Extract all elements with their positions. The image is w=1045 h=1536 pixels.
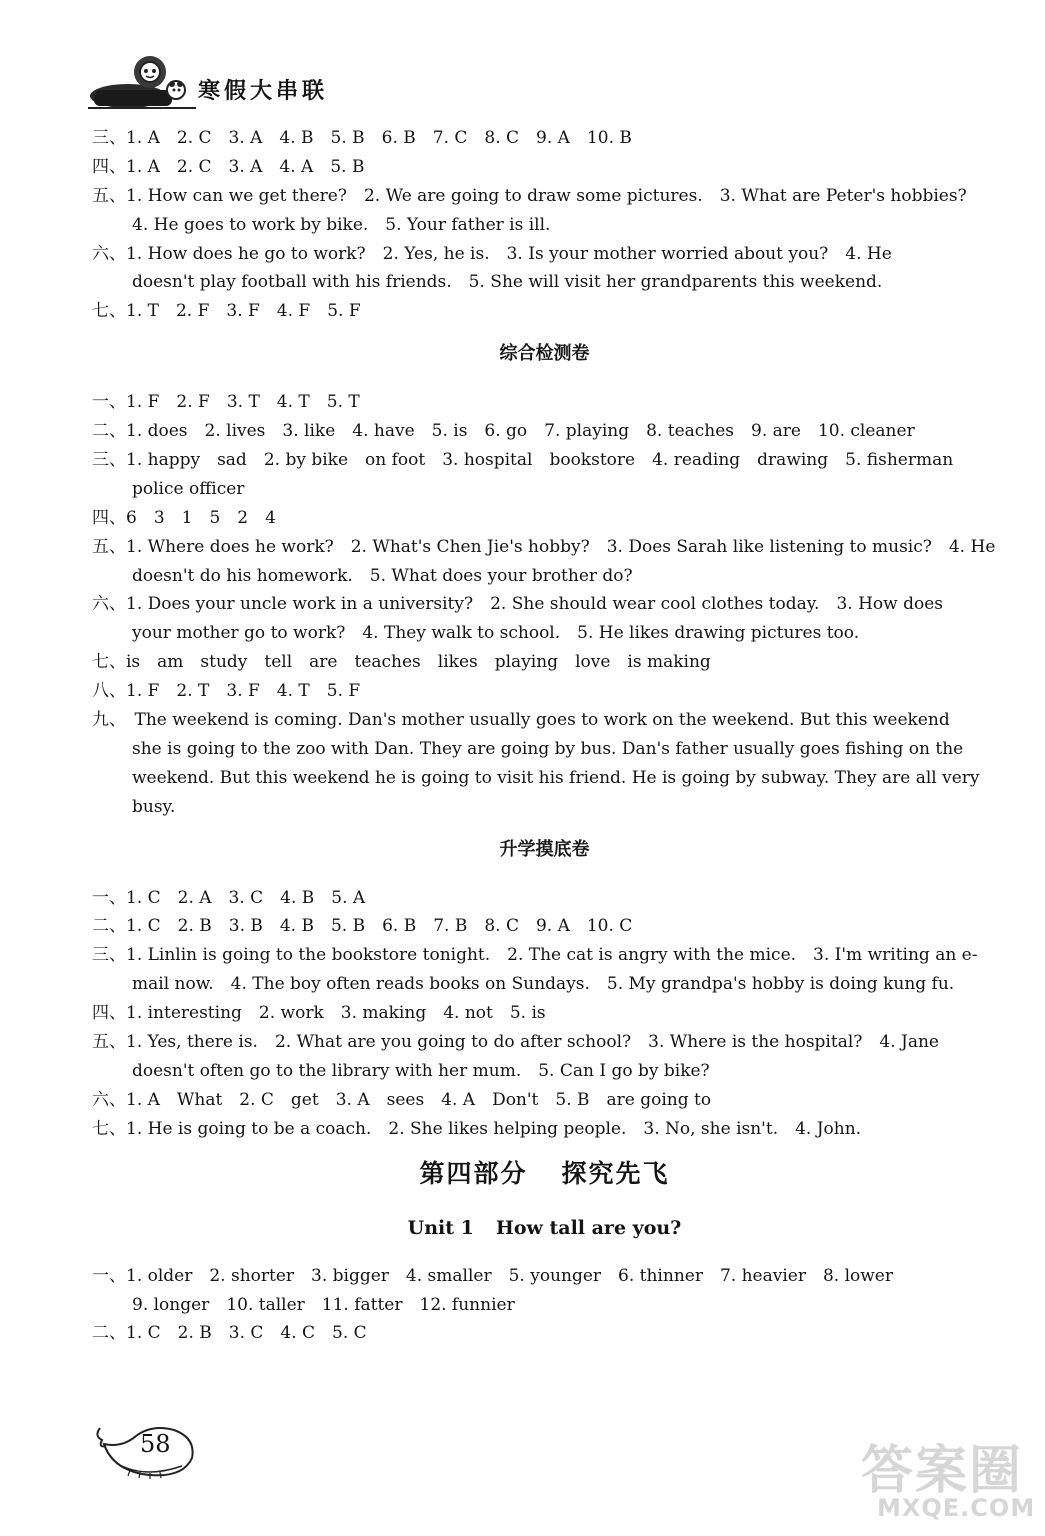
part-title xyxy=(92,1156,997,1192)
answer-line: 八、1. F 2. T 3. F 4. T 5. F xyxy=(92,681,361,702)
answer-line: 4. He goes to work by bike. 5. Your father is ill. xyxy=(132,214,551,235)
unit-label: Unit 1 xyxy=(407,1216,474,1239)
top-answers xyxy=(92,124,997,326)
answer-line: 三、1. A 2. C 3. A 4. B 5. B 6. B 7. C 8. C 9. A 10. B xyxy=(92,128,632,148)
answer-line: 三、1. Linlin is going to the bookstore tonight. 2. The cat is angry with the mice. 3. I'm writing an e- xyxy=(92,945,978,966)
answer-line: 五、1. Yes, there is. 2. What are you going to do after school? 3. Where is the hospital? 4. Jane xyxy=(92,1032,939,1053)
answer-line: 三、1. happy sad 2. by bike on foot 3. hospital bookstore 4. reading drawing 5. fisherman xyxy=(92,450,954,471)
watermark-logo: 答案圈 xyxy=(861,1441,1024,1501)
page-footer xyxy=(92,1418,202,1488)
unit-name: How tall are you? xyxy=(495,1216,682,1239)
answer-line: 五、1. How can we get there? 2. We are going to draw some pictures. 3. What are Peter's hobbies? xyxy=(92,185,967,206)
part-title-right: 探究先飞 xyxy=(561,1158,670,1188)
answer-line: your mother go to work? 4. They walk to school. 5. He likes drawing pictures too. xyxy=(132,623,860,644)
answer-line: 一、1. older 2. shorter 3. bigger 4. smaller 5. younger 6. thinner 7. heavier 8. lower xyxy=(92,1265,893,1286)
answer-line: 六、1. A What 2. C get 3. A sees 4. A Don't 5. B are going to xyxy=(92,1089,712,1110)
answer-line: 四、6 3 1 5 2 4 xyxy=(92,507,276,528)
answer-line: 9. longer 10. taller 11. fatter 12. funnier xyxy=(132,1294,515,1315)
watermark xyxy=(861,1428,1036,1528)
answer-line: she is going to the zoo with Dan. They are going by bus. Dan's father usually goes fishing on the xyxy=(132,738,964,759)
answer-line: 一、1. C 2. A 3. C 4. B 5. A xyxy=(92,887,366,908)
unit-title xyxy=(92,1214,997,1242)
section-entrance xyxy=(92,884,997,1144)
answer-line: 四、1. interesting 2. work 3. making 4. not 5. is xyxy=(92,1003,546,1024)
answer-line: mail now. 4. The boy often reads books on Sundays. 5. My grandpa's hobby is doing kung fu. xyxy=(132,974,955,995)
answer-content xyxy=(92,124,997,1348)
answer-line: 一、1. F 2. F 3. T 4. T 5. T xyxy=(92,392,360,413)
answer-line: 七、is am study tell are teaches likes playing love is making xyxy=(92,652,711,673)
page-header xyxy=(88,50,348,112)
answer-line: 六、1. Does your uncle work in a university? 2. She should wear cool clothes today. 3. How does xyxy=(92,594,944,615)
section-title-entrance: 升学摸底卷 xyxy=(499,838,590,860)
answer-line: doesn't play football with his friends. 5. She will visit her grandparents this weekend. xyxy=(132,272,883,293)
answer-line: doesn't do his homework. 5. What does your brother do? xyxy=(132,565,633,586)
answer-line: 四、1. A 2. C 3. A 4. A 5. B xyxy=(92,156,365,177)
answer-line: 六、1. How does he go to work? 2. Yes, he is. 3. Is your mother worried about you? 4. He xyxy=(92,243,892,264)
answer-line: 七、1. T 2. F 3. F 4. F 5. F xyxy=(92,301,361,322)
answer-line: busy. xyxy=(132,796,176,817)
answer-line: 二、1. C 2. B 3. C 4. C 5. C xyxy=(92,1323,367,1344)
answer-line: 七、1. He is going to be a coach. 2. She likes helping people. 3. No, she isn't. 4. John. xyxy=(92,1118,862,1139)
page-number: 58 xyxy=(140,1430,171,1458)
answer-line: 五、1. Where does he work? 2. What's Chen Jie's hobby? 3. Does Sarah like listening to music? 4. He xyxy=(92,536,996,557)
answer-line: doesn't often go to the library with her mum. 5. Can I go by bike? xyxy=(132,1060,710,1081)
answer-line: 九、 The weekend is coming. Dan's mother usually goes to work on the weekend. But this weekend xyxy=(92,710,950,731)
book-title: 寒假大串联 xyxy=(198,78,329,104)
answer-line: 二、1. does 2. lives 3. like 4. have 5. is 6. go 7. playing 8. teaches 9. are 10. cleaner xyxy=(92,421,915,442)
answer-line: 二、1. C 2. B 3. B 4. B 5. B 6. B 7. B 8. C 9. A 10. C xyxy=(92,916,633,937)
section-comprehensive xyxy=(92,388,997,821)
watermark-url: MXQE.COM xyxy=(877,1494,1036,1522)
answer-line: weekend. But this weekend he is going to visit his friend. He is going by subway. They are all very xyxy=(132,767,980,788)
part-title-left: 第四部分 xyxy=(419,1158,528,1188)
header-illustration-icon xyxy=(88,50,200,112)
section-unit1 xyxy=(92,1262,997,1349)
section-title-comprehensive: 综合检测卷 xyxy=(499,343,590,365)
answer-line: police officer xyxy=(132,478,245,499)
